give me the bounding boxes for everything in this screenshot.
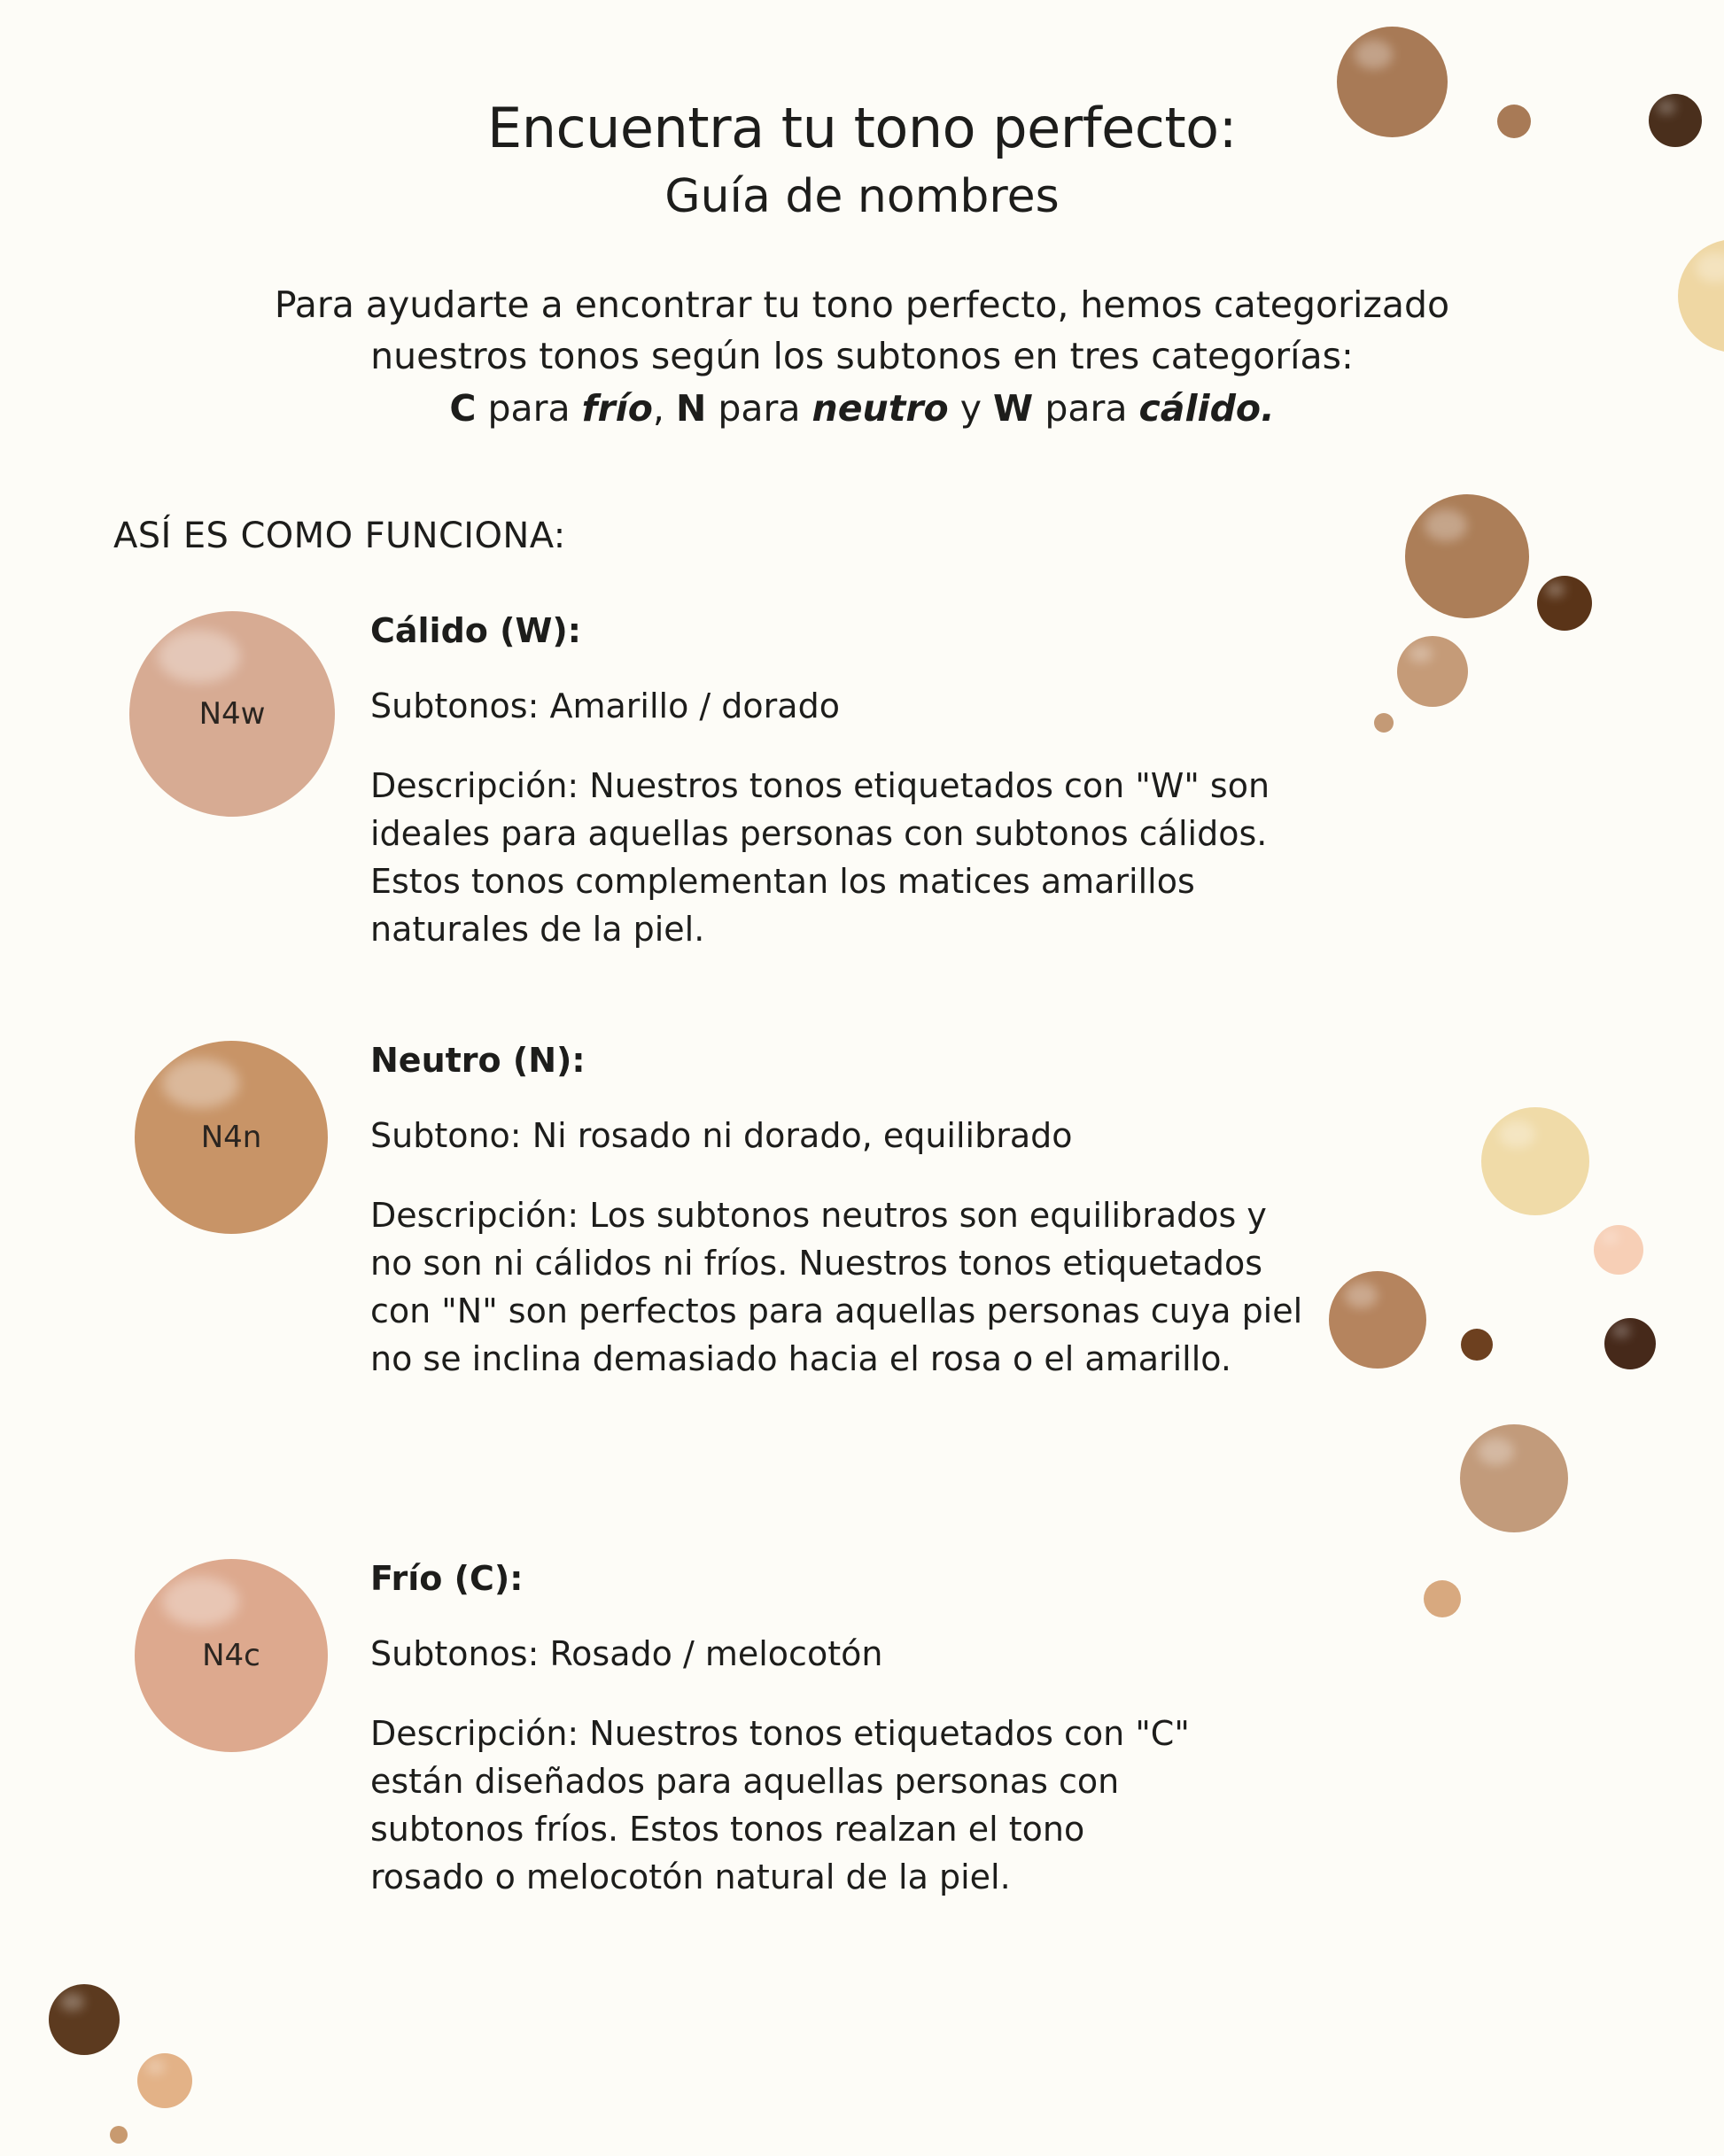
category-section-cool: [113, 1559, 1203, 1902]
category-title-cool: Frío (C):: [370, 1559, 524, 1598]
shade-swatch-n4c: [135, 1559, 328, 1752]
category-text-warm: [370, 611, 1309, 954]
decorative-blob: [1397, 636, 1468, 707]
intro-line-1: Para ayudarte a encontrar tu tono perfecto, hemos categorizado: [274, 283, 1450, 327]
page-subtitle: Guía de nombres: [664, 170, 1060, 224]
swatch-label-n4n: N4n: [200, 1120, 262, 1155]
category-section-warm: [113, 611, 1309, 954]
decorative-blob: [1481, 1107, 1589, 1215]
category-section-neutral: [113, 1041, 1309, 1384]
intro-y: y: [948, 386, 994, 430]
decorative-blob: [1604, 1318, 1656, 1369]
swatch-label-n4c: N4c: [202, 1638, 260, 1673]
category-description-neutral: Descripción: Los subtonos neutros son equilibrados y no son ni cálidos ni fríos. Nuestros tonos etiquetados con "N" son perfectos para aquellas personas cuya piel no se inclina demasiado hacia el rosa o el amarillo.: [370, 1196, 1303, 1379]
decorative-blob: [1329, 1271, 1426, 1369]
code-n: N: [676, 386, 707, 430]
category-title-warm: Cálido (W):: [370, 611, 581, 650]
page-header: [0, 0, 1724, 224]
swatch-wrap-warm: [113, 611, 344, 817]
category-subtone-warm: Subtonos: Amarillo / dorado: [370, 686, 840, 725]
code-c: C: [449, 386, 477, 430]
decorative-blob: [1405, 494, 1529, 618]
intro-para-1: para: [476, 386, 582, 430]
code-w: W: [993, 386, 1034, 430]
decorative-blob: [1537, 576, 1592, 631]
category-subtone-cool: Subtonos: Rosado / melocotón: [370, 1634, 883, 1673]
swatch-wrap-neutral: [113, 1041, 344, 1234]
decorative-blob: [137, 2053, 192, 2108]
decorative-blob: [1460, 1424, 1568, 1532]
swatch-wrap-cool: [113, 1559, 344, 1752]
intro-paragraph: [109, 279, 1615, 434]
decorative-blob: [49, 1984, 120, 2055]
intro-para-2: para: [706, 386, 812, 430]
intro-line-3: [109, 383, 1615, 434]
category-text-neutral: [370, 1041, 1309, 1384]
intro-comma: ,: [652, 386, 676, 430]
page-title: Encuentra tu tono perfecto:: [487, 96, 1237, 160]
decorative-blob: [1678, 239, 1724, 353]
decorative-blob: [1424, 1580, 1461, 1617]
decorative-blob: [110, 2126, 128, 2144]
decorative-blob: [1374, 713, 1394, 733]
shade-swatch-n4n: [135, 1041, 328, 1234]
word-calido: cálido.: [1138, 386, 1275, 430]
intro-para-3: para: [1033, 386, 1139, 430]
category-text-cool: [370, 1559, 1203, 1902]
swatch-label-n4w: N4w: [198, 696, 266, 732]
category-subtone-neutral: Subtono: Ni rosado ni dorado, equilibrado: [370, 1116, 1073, 1155]
category-title-neutral: Neutro (N):: [370, 1041, 586, 1080]
word-neutro: neutro: [812, 386, 949, 430]
decorative-blob: [1594, 1225, 1643, 1275]
swatch-gloss-icon: [162, 1059, 239, 1109]
intro-line-2: nuestros tonos según los subtonos en tres categorías:: [370, 335, 1354, 378]
word-frio: frío: [581, 386, 653, 430]
decorative-blob: [1461, 1329, 1493, 1361]
swatch-gloss-icon: [158, 630, 240, 683]
shade-swatch-n4w: [129, 611, 335, 817]
category-description-warm: Descripción: Nuestros tonos etiquetados con "W" son ideales para aquellas personas con subtonos cálidos. Estos tonos complementan los matices amarillos naturales de la piel.: [370, 766, 1270, 950]
category-description-cool: Descripción: Nuestros tonos etiquetados con "C" están diseñados para aquellas personas con subtonos fríos. Estos tonos realzan el tono rosado o melocotón natural de la piel.: [370, 1714, 1190, 1897]
swatch-gloss-icon: [162, 1577, 239, 1627]
how-it-works-heading: ASÍ ES COMO FUNCIONA:: [113, 516, 566, 556]
